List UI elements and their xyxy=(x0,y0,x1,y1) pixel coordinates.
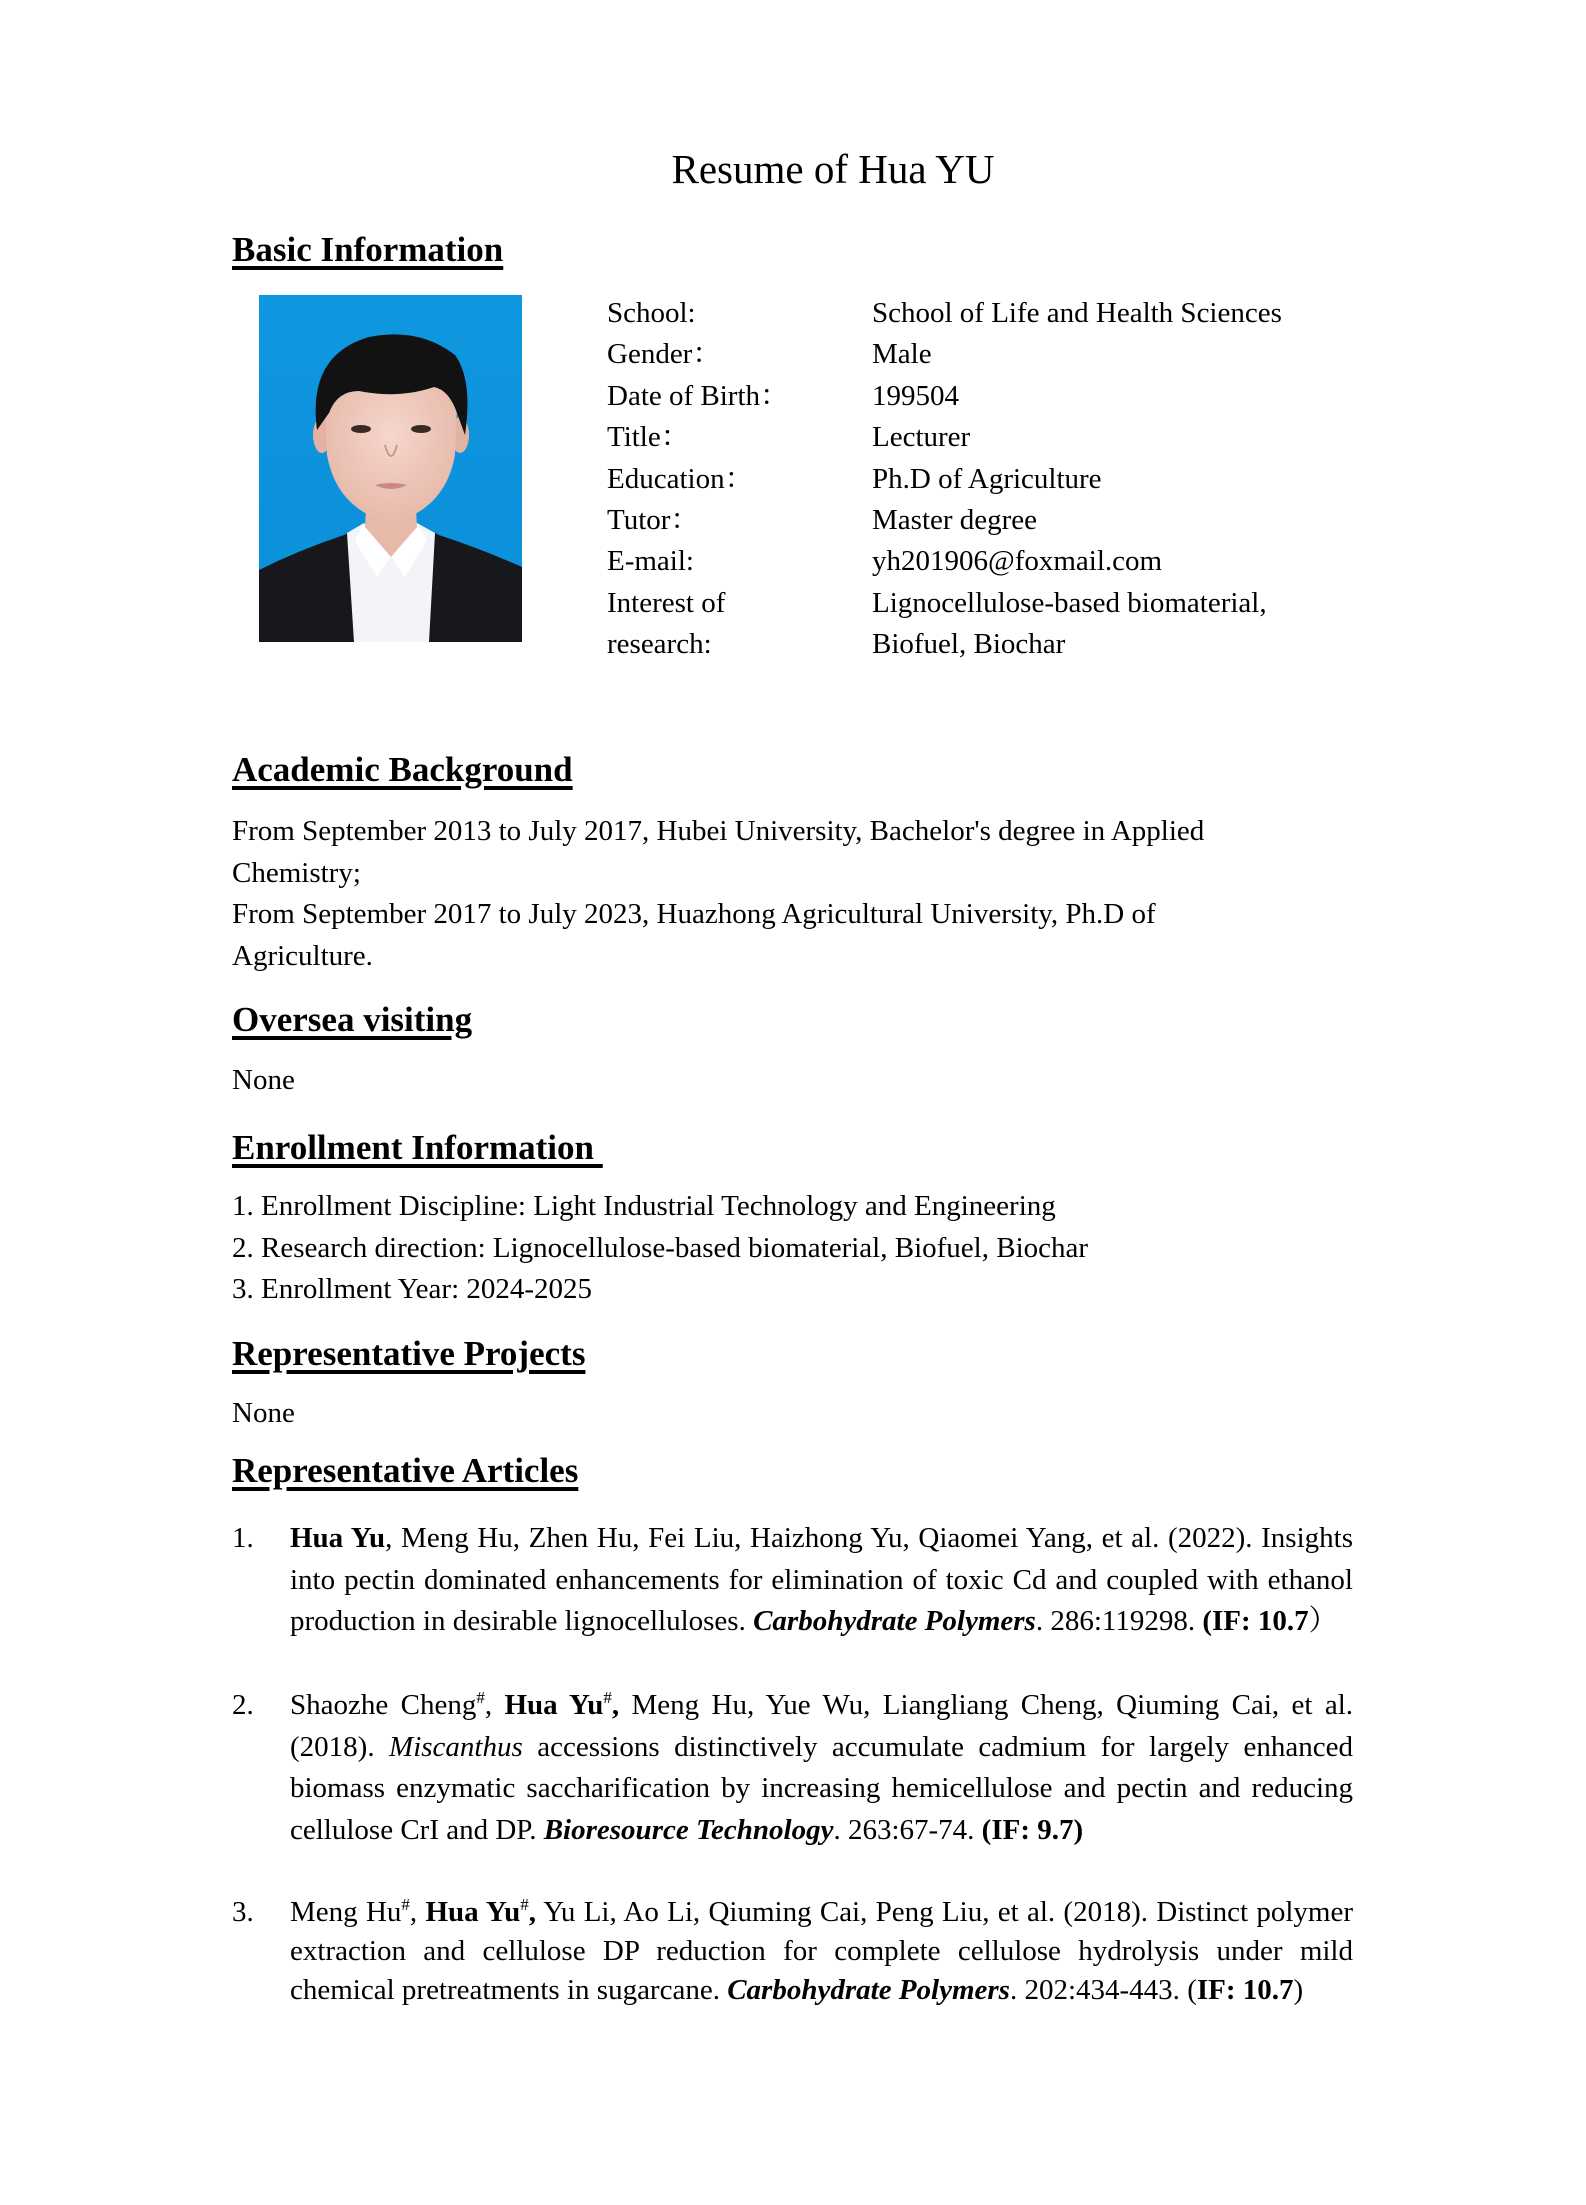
info-label: Tutor： xyxy=(607,504,700,537)
citation-segment: . 202:434-443. xyxy=(1009,1974,1188,2006)
article-number: 3. xyxy=(232,1896,254,1928)
citation-segment: # xyxy=(476,1688,485,1707)
citation-segment: , Meng Hu, Zhen Hu, Fei Liu, Haizhong Yu, Qiaomei Yang, et al. (2022). Insights into pectin dominated enhancements for elimination of toxic Cd and coupled with ethanol production in desirable lignocelluloses. xyxy=(290,1522,1353,1638)
citation-segment: # xyxy=(520,1895,529,1914)
enrollment-item: 3. Enrollment Year: 2024-2025 xyxy=(232,1273,593,1306)
citation-segment: Shaozhe Cheng xyxy=(290,1689,477,1721)
citation-segment: . 263:67-74. xyxy=(833,1813,982,1846)
representative-projects-text: None xyxy=(232,1397,295,1429)
heading-representative-projects: Representative Projects xyxy=(232,1334,586,1373)
citation-segment: Hua Yu xyxy=(290,1522,386,1554)
info-value-education: Ph.D of Agriculture xyxy=(872,462,1102,495)
citation-segment: ( xyxy=(1187,1974,1197,2006)
citation-segment: Miscanthus xyxy=(389,1730,523,1763)
info-row-research-interest-cont xyxy=(607,624,1392,665)
oversea-visiting-text: None xyxy=(232,1064,295,1096)
info-value-school: School of Life and Health Sciences xyxy=(872,297,1282,329)
citation-segment: Meng Hu, Yue Wu, Liangliang Cheng, Qiuming Cai, et al. (2018). xyxy=(290,1689,1353,1763)
info-row-email xyxy=(607,541,1392,582)
article-item xyxy=(232,1685,1353,1851)
heading-basic-information: Basic Information xyxy=(232,230,504,269)
portrait-image-icon xyxy=(259,295,522,642)
info-label: Date of Birth： xyxy=(607,379,790,412)
basic-info-table xyxy=(607,293,1392,666)
info-label: E-mail: xyxy=(607,545,694,578)
heading-representative-articles: Representative Articles xyxy=(232,1451,579,1490)
academic-line: From September 2013 to July 2017, Hubei University, Bachelor's degree in Applied xyxy=(232,815,1205,847)
citation-segment: Yu Li, Ao Li, Qiuming Cai, Peng Liu, et al. (2018). Distinct polymer extraction and cellulose DP reduction for complete cellulose hydrolysis under mild chemical pretreatments in sugarcane. xyxy=(290,1896,1354,2006)
citation-segment: (IF: 9.7) xyxy=(981,1813,1084,1846)
info-label: Interest of xyxy=(607,586,726,619)
citation-segment: Hua Yu xyxy=(425,1896,521,1928)
citation-segment: Meng Hu xyxy=(290,1896,402,1928)
info-label: School: xyxy=(607,297,696,329)
citation-segment: (IF: 10.7 xyxy=(1202,1605,1309,1638)
info-value-research-interest-cont: Biofuel, Biochar xyxy=(872,628,1066,661)
profile-photo xyxy=(259,295,522,642)
info-row-school xyxy=(607,293,1392,334)
citation-segment: Carbohydrate Polymers xyxy=(727,1974,1010,2006)
article-citation xyxy=(290,1893,1353,2010)
heading-academic-background: Academic Background xyxy=(232,750,573,789)
article-item xyxy=(232,1518,1353,1643)
info-row-tutor xyxy=(607,500,1392,541)
citation-segment: # xyxy=(603,1688,612,1707)
citation-segment: IF: 10.7 xyxy=(1196,1974,1294,2006)
page-title: Resume of Hua YU xyxy=(671,146,995,192)
citation-segment: , xyxy=(484,1689,505,1721)
heading-enrollment-information: Enrollment Information xyxy=(232,1128,603,1167)
info-label: Title： xyxy=(607,421,690,454)
citation-segment: Carbohydrate Polymers xyxy=(753,1605,1036,1638)
info-value-tutor: Master degree xyxy=(872,504,1038,537)
article-number: 1. xyxy=(232,1522,254,1554)
academic-line: Agriculture. xyxy=(232,940,373,973)
citation-segment: , xyxy=(409,1896,426,1928)
article-item xyxy=(232,1893,1353,2010)
info-row-education xyxy=(607,459,1392,500)
info-row-research-interest xyxy=(607,583,1392,624)
info-row-date-of-birth xyxy=(607,376,1392,417)
citation-segment: ） xyxy=(1308,1605,1338,1638)
academic-line: Chemistry; xyxy=(232,856,361,889)
citation-segment: , xyxy=(528,1896,536,1928)
info-value-title: Lecturer xyxy=(872,421,971,454)
citation-segment: . 286:119298. xyxy=(1035,1605,1203,1638)
academic-line: From September 2017 to July 2023, Huazhong Agricultural University, Ph.D of xyxy=(232,898,1156,931)
info-label: Education： xyxy=(607,462,754,495)
info-value-date-of-birth: 199504 xyxy=(872,379,959,412)
citation-segment: , xyxy=(611,1689,620,1721)
info-row-title xyxy=(607,417,1392,458)
citation-segment: Bioresource Technology xyxy=(543,1813,834,1846)
enrollment-list xyxy=(232,1186,1357,1311)
citation-segment: Hua Yu xyxy=(504,1689,604,1721)
info-value-email[interactable]: yh201906@foxmail.com xyxy=(872,545,1163,578)
article-citation xyxy=(290,1685,1353,1851)
academic-background-text xyxy=(232,811,1357,978)
enrollment-item: 1. Enrollment Discipline: Light Industrial Technology and Engineering xyxy=(232,1190,1056,1222)
heading-oversea-visiting: Oversea visiting xyxy=(232,1000,473,1039)
citation-segment: ) xyxy=(1293,1974,1304,2006)
enrollment-item: 2. Research direction: Lignocellulose-based biomaterial, Biofuel, Biochar xyxy=(232,1231,1089,1264)
info-label: research: xyxy=(607,628,712,661)
info-value-research-interest: Lignocellulose-based biomaterial, xyxy=(872,586,1267,619)
citation-segment: # xyxy=(401,1895,410,1914)
article-number: 2. xyxy=(232,1689,254,1721)
article-citation xyxy=(290,1518,1353,1643)
info-label: Gender： xyxy=(607,338,722,371)
citation-segment: accessions distinctively accumulate cadmium for largely enhanced biomass enzymatic saccharification by increasing hemicellulose and pectin and reducing cellulose CrI and DP. xyxy=(290,1730,1353,1846)
info-row-gender xyxy=(607,334,1392,375)
info-value-gender: Male xyxy=(872,338,932,371)
